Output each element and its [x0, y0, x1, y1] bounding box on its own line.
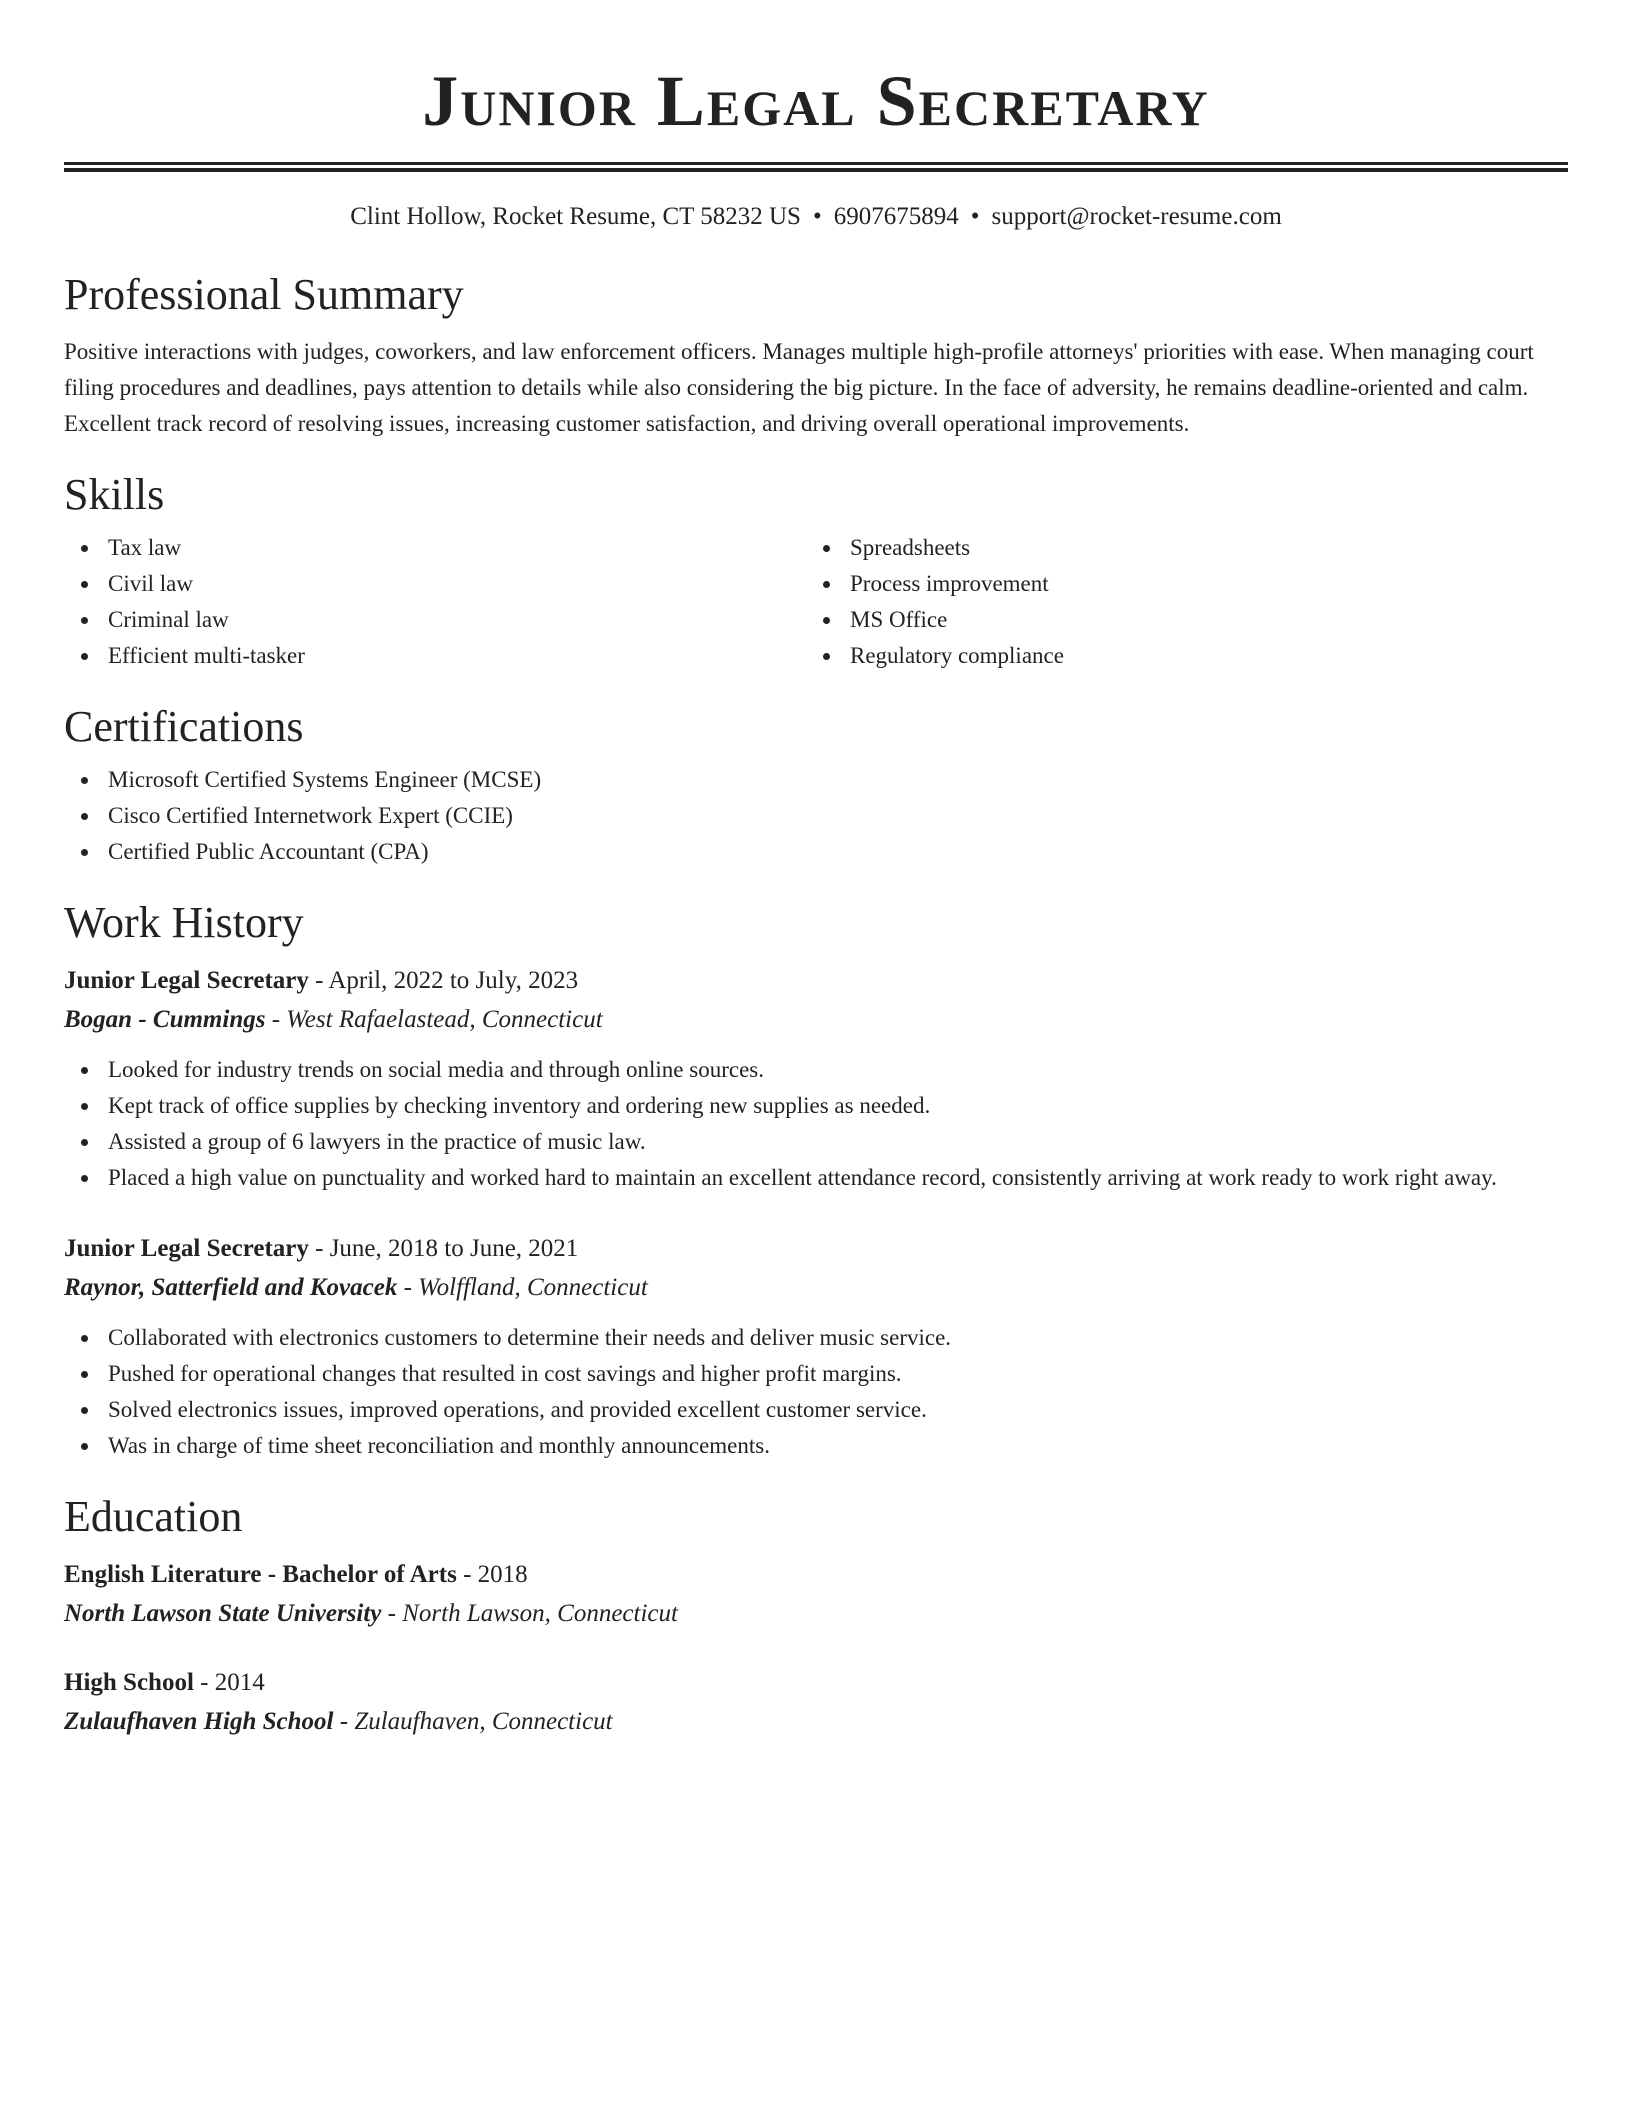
education-entry	[64, 1556, 1568, 1634]
skill-item: MS Office	[806, 602, 1548, 638]
work-history-section	[64, 896, 1568, 1464]
certifications-list	[64, 762, 1568, 870]
job-location: - West Rafaelastead, Connecticut	[265, 1006, 603, 1033]
skill-item: Criminal law	[64, 602, 806, 638]
skills-columns	[64, 530, 1568, 674]
contact-line	[64, 200, 1568, 234]
certification-item: Cisco Certified Internetwork Expert (CCIE)	[64, 798, 1568, 834]
education-degree-line	[64, 1556, 1568, 1594]
education-school: North Lawson State University	[64, 1600, 382, 1627]
job-duty-item: Was in charge of time sheet reconciliation and monthly announcements.	[64, 1428, 1568, 1464]
skills-list-right	[806, 530, 1548, 674]
education-year: - 2014	[193, 1669, 265, 1696]
section-title-certifications: Certifications	[64, 702, 304, 751]
education-location: - Zulaufhaven, Connecticut	[333, 1708, 613, 1735]
job-company: Bogan - Cummings	[64, 1006, 266, 1033]
education-degree: High School	[64, 1669, 194, 1696]
skill-item: Efficient multi-tasker	[64, 638, 806, 674]
job-company-line	[64, 1268, 1568, 1308]
job-dates: - April, 2022 to July, 2023	[308, 967, 579, 994]
job-company-line	[64, 1000, 1568, 1040]
skill-item: Regulatory compliance	[806, 638, 1548, 674]
section-title-education: Education	[64, 1492, 243, 1541]
skill-item: Spreadsheets	[806, 530, 1548, 566]
job-duty-item: Assisted a group of 6 lawyers in the practice of music law.	[64, 1124, 1568, 1160]
contact-email: support@rocket-resume.com	[991, 203, 1282, 230]
section-title-summary: Professional Summary	[64, 270, 464, 319]
resume-name-heading: Junior Legal Secretary	[422, 61, 1210, 141]
education-school: Zulaufhaven High School	[64, 1708, 334, 1735]
header-double-rule	[64, 162, 1568, 172]
education-section	[64, 1490, 1568, 1742]
skill-item: Civil law	[64, 566, 806, 602]
certification-item: Certified Public Accountant (CPA)	[64, 834, 1568, 870]
education-location: - North Lawson, Connecticut	[381, 1600, 678, 1627]
professional-summary-section	[64, 268, 1568, 442]
job-role: Junior Legal Secretary	[64, 967, 309, 994]
job-title-line	[64, 962, 1568, 1000]
job-company: Raynor, Satterfield and Kovacek	[64, 1274, 398, 1301]
contact-separator: •	[812, 203, 822, 230]
job-duty-item: Pushed for operational changes that resulted in cost savings and higher profit margins.	[64, 1356, 1568, 1392]
skills-section	[64, 468, 1568, 674]
job-title-line	[64, 1230, 1568, 1268]
job-duty-item: Solved electronics issues, improved operations, and provided excellent customer service.	[64, 1392, 1568, 1428]
education-year: - 2018	[456, 1561, 528, 1588]
job-duties-list	[64, 1320, 1568, 1464]
contact-address: Clint Hollow, Rocket Resume, CT 58232 US	[350, 203, 801, 230]
job-duty-item: Kept track of office supplies by checking inventory and ordering new supplies as needed.	[64, 1088, 1568, 1124]
job-dates: - June, 2018 to June, 2021	[308, 1235, 579, 1262]
job-duty-item: Placed a high value on punctuality and worked hard to maintain an excellent attendance record, consistently arriving at work ready to work right away.	[64, 1160, 1568, 1196]
job-duties-list	[64, 1052, 1568, 1196]
education-degree-line	[64, 1664, 1568, 1702]
skills-list-left	[64, 530, 806, 674]
job-entry	[64, 962, 1568, 1196]
contact-phone: 6907675894	[833, 203, 959, 230]
certification-item: Microsoft Certified Systems Engineer (MCSE)	[64, 762, 1568, 798]
job-duty-item: Collaborated with electronics customers to determine their needs and deliver music service.	[64, 1320, 1568, 1356]
skill-item: Tax law	[64, 530, 806, 566]
job-duty-item: Looked for industry trends on social media and through online sources.	[64, 1052, 1568, 1088]
job-location: - Wolffland, Connecticut	[397, 1274, 648, 1301]
section-title-work-history: Work History	[64, 898, 304, 947]
skill-item: Process improvement	[806, 566, 1548, 602]
summary-text: Positive interactions with judges, coworkers, and law enforcement officers. Manages multiple high-profile attorneys' priorities with ease. When managing court filing procedures and deadlines, pays attention to details while also considering the big picture. In the face of adversity, he remains deadline-oriented and calm. Excellent track record of resolving issues, increasing customer satisfaction, and driving overall operational improvements.	[64, 339, 1534, 436]
certifications-section	[64, 700, 1568, 870]
education-entry	[64, 1664, 1568, 1742]
job-role: Junior Legal Secretary	[64, 1235, 309, 1262]
contact-separator: •	[970, 203, 980, 230]
education-school-line	[64, 1594, 1568, 1634]
education-school-line	[64, 1702, 1568, 1742]
education-degree: English Literature - Bachelor of Arts	[64, 1561, 457, 1588]
job-entry	[64, 1230, 1568, 1464]
section-title-skills: Skills	[64, 470, 165, 519]
